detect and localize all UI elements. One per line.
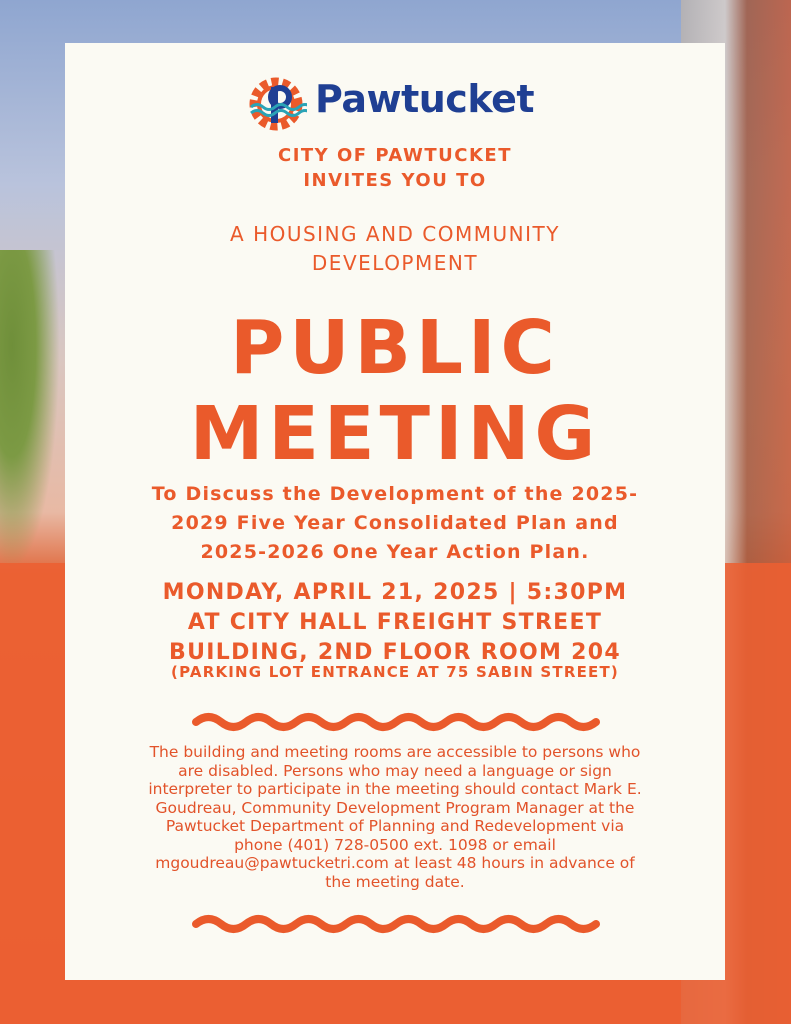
purpose-line: 2025-2026 One Year Action Plan. bbox=[200, 541, 590, 563]
notice-line: Goudreau, Community Development Program Manager at the bbox=[155, 798, 635, 817]
wave-divider-top bbox=[190, 711, 602, 733]
notice-line: The building and meeting rooms are accessible to persons who bbox=[149, 743, 641, 761]
gear-wave-logo-icon bbox=[245, 73, 307, 135]
flyer-card bbox=[65, 43, 725, 980]
wave-divider-bottom bbox=[190, 913, 602, 935]
notice-line: mgoudreau@pawtucketri.com at least 48 hours in advance of bbox=[155, 854, 635, 872]
date-location bbox=[65, 578, 725, 668]
headline bbox=[65, 305, 725, 477]
date-line: MONDAY, APRIL 21, 2025 | 5:30PM bbox=[162, 580, 628, 605]
notice-line: the meeting date. bbox=[325, 872, 465, 891]
notice-line: Pawtucket Department of Planning and Redevelopment via bbox=[165, 817, 625, 835]
intro-line: CITY OF PAWTUCKET bbox=[278, 145, 512, 166]
pawtucket-logo bbox=[245, 71, 545, 137]
location-line: AT CITY HALL FREIGHT STREET bbox=[187, 610, 603, 635]
notice-line: interpreter to participate in the meeting should contact Mark E. bbox=[148, 780, 642, 798]
parking-note: (PARKING LOT ENTRANCE AT 75 SABIN STREET) bbox=[171, 663, 619, 681]
event-subtitle bbox=[65, 220, 725, 278]
subtitle-line: A HOUSING AND COMMUNITY bbox=[230, 222, 560, 246]
accessibility-notice bbox=[113, 743, 677, 891]
logo-wordmark: Pawtucket bbox=[315, 77, 535, 121]
intro-text bbox=[65, 143, 725, 193]
subtitle-line: DEVELOPMENT bbox=[311, 251, 479, 275]
notice-line: phone (401) 728-0500 ext. 1098 or email bbox=[234, 835, 556, 854]
notice-line: are disabled. Persons who may need a language or sign bbox=[178, 761, 612, 780]
purpose-line: To Discuss the Development of the 2025- bbox=[151, 483, 639, 505]
intro-line: INVITES YOU TO bbox=[303, 170, 487, 191]
purpose-line: 2029 Five Year Consolidated Plan and bbox=[171, 512, 619, 534]
headline-line: PUBLIC bbox=[230, 305, 560, 391]
location-line: BUILDING, 2ND FLOOR ROOM 204 bbox=[169, 640, 621, 665]
meeting-purpose bbox=[65, 480, 725, 567]
headline-line: MEETING bbox=[189, 391, 601, 477]
tree-foliage bbox=[0, 250, 60, 570]
